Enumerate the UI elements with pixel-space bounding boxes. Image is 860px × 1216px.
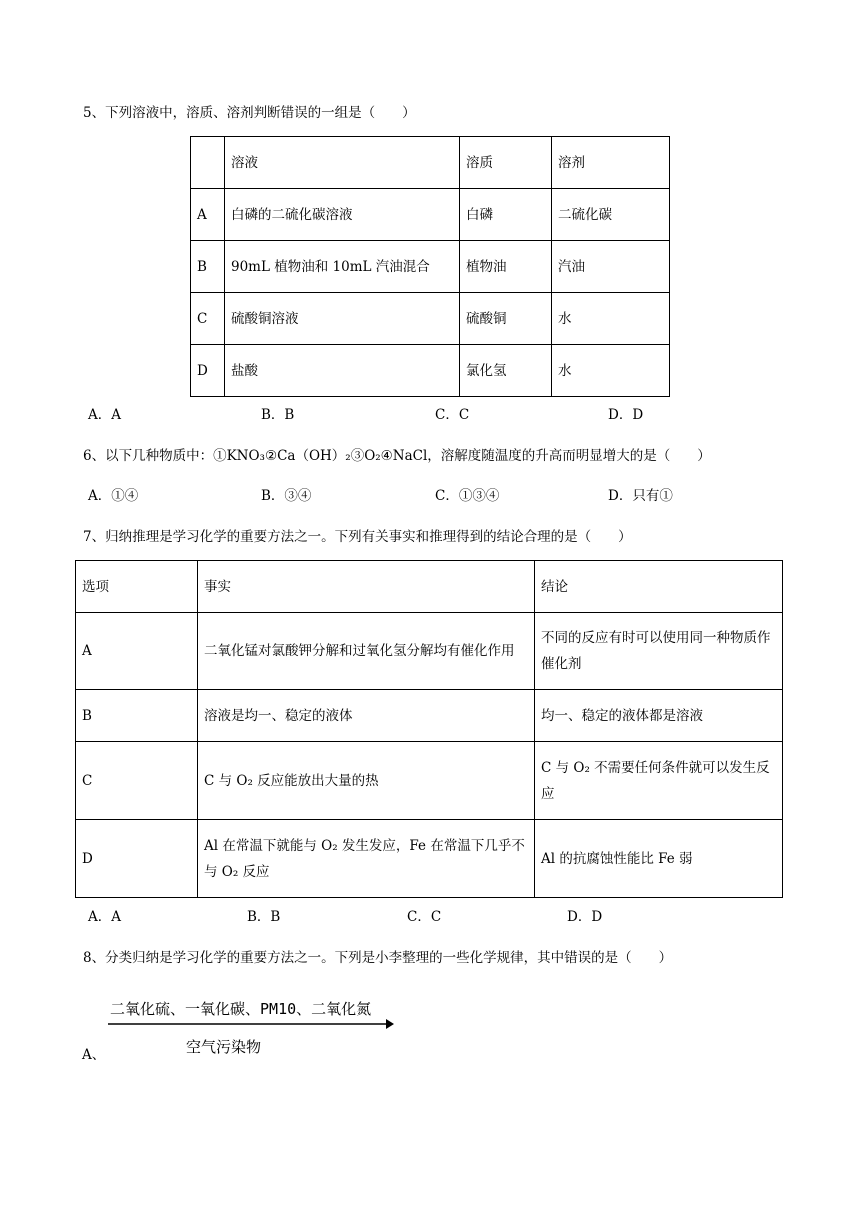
table-header-cell: 溶剂	[552, 137, 670, 189]
q6-option-d[interactable]: D．只有①	[608, 488, 673, 504]
table-cell: 90mL 植物油和 10mL 汽油混合	[225, 241, 460, 293]
table-header-cell: 溶质	[460, 137, 552, 189]
q7-option-a[interactable]: A．A	[88, 909, 121, 925]
q8-stem: 8、分类归纳是学习化学的重要方法之一。下列是小李整理的一些化学规律，其中错误的是（ ）	[83, 950, 673, 966]
table-cell: C 与 O₂ 不需要任何条件就可以发生反应	[535, 742, 783, 820]
table-cell: 二氧化锰对氯酸钾分解和过氧化氢分解均有催化作用	[198, 613, 535, 690]
table-cell: 水	[552, 345, 670, 397]
table-row	[191, 241, 670, 293]
table-row	[76, 820, 783, 898]
table-cell: 二硫化碳	[552, 189, 670, 241]
q7-option-c[interactable]: C．C	[407, 909, 442, 925]
table-cell: 硫酸铜	[460, 293, 552, 345]
q6-stem: 6、以下几种物质中：①KNO₃②Ca（OH）₂③O₂④NaCl，溶解度随温度的升高而明显增大的是（ ）	[83, 448, 711, 464]
table-cell: D	[76, 820, 198, 898]
table-cell: A	[191, 189, 225, 241]
table-cell: 不同的反应有时可以使用同一种物质作催化剂	[535, 613, 783, 690]
q7-option-b[interactable]: B．B	[247, 909, 281, 925]
table-cell: B	[76, 690, 198, 742]
table-row	[76, 690, 783, 742]
q5-option-a[interactable]: A．A	[88, 407, 121, 423]
table-cell: 汽油	[552, 241, 670, 293]
table-header-cell: 事实	[198, 561, 535, 613]
table-cell: 植物油	[460, 241, 552, 293]
table-row	[191, 293, 670, 345]
table-row	[76, 742, 783, 820]
q7-option-d[interactable]: D．D	[567, 909, 603, 925]
table-row	[191, 189, 670, 241]
classification-category: 空气污染物	[186, 1038, 262, 1056]
q5-option-b[interactable]: B．B	[261, 407, 295, 423]
classification-items: 二氧化硫、一氧化碳、PM10、二氧化氮	[110, 1000, 372, 1018]
table-row	[76, 613, 783, 690]
q5-option-c[interactable]: C．C	[435, 407, 470, 423]
table-cell: 均一、稳定的液体都是溶液	[535, 690, 783, 742]
table-cell: 白磷的二硫化碳溶液	[225, 189, 460, 241]
table-cell: B	[191, 241, 225, 293]
table-row	[191, 345, 670, 397]
table-cell: 溶液是均一、稳定的液体	[198, 690, 535, 742]
table-cell: C	[191, 293, 225, 345]
q8-option-a-label[interactable]: A、	[82, 1047, 106, 1063]
q5-option-d[interactable]: D．D	[608, 407, 644, 423]
table-cell: 盐酸	[225, 345, 460, 397]
table-cell: 硫酸铜溶液	[225, 293, 460, 345]
table-cell: 白磷	[460, 189, 552, 241]
table-cell: Al 在常温下就能与 O₂ 发生发应，Fe 在常温下几乎不与 O₂ 反应	[198, 820, 535, 898]
table-cell: 氯化氢	[460, 345, 552, 397]
q6-option-a[interactable]: A．①④	[88, 488, 139, 504]
q5-stem: 5、下列溶液中，溶质、溶剂判断错误的一组是（ ）	[83, 105, 416, 121]
q7-table	[75, 560, 783, 898]
q7-stem: 7、归纳推理是学习化学的重要方法之一。下列有关事实和推理得到的结论合理的是（ ）	[83, 529, 632, 545]
table-cell: D	[191, 345, 225, 397]
table-header-row	[76, 561, 783, 613]
table-header-cell: 选项	[76, 561, 198, 613]
table-cell: Al 的抗腐蚀性能比 Fe 弱	[535, 820, 783, 898]
table-header-cell: 结论	[535, 561, 783, 613]
arrow-icon	[108, 1018, 394, 1030]
table-header-row	[191, 137, 670, 189]
table-cell: C	[76, 742, 198, 820]
q6-option-c[interactable]: C．①③④	[435, 488, 500, 504]
table-cell: A	[76, 613, 198, 690]
table-header-cell	[191, 137, 225, 189]
q5-table	[190, 136, 670, 397]
table-header-cell: 溶液	[225, 137, 460, 189]
table-cell: C 与 O₂ 反应能放出大量的热	[198, 742, 535, 820]
q6-option-b[interactable]: B．③④	[261, 488, 312, 504]
table-cell: 水	[552, 293, 670, 345]
